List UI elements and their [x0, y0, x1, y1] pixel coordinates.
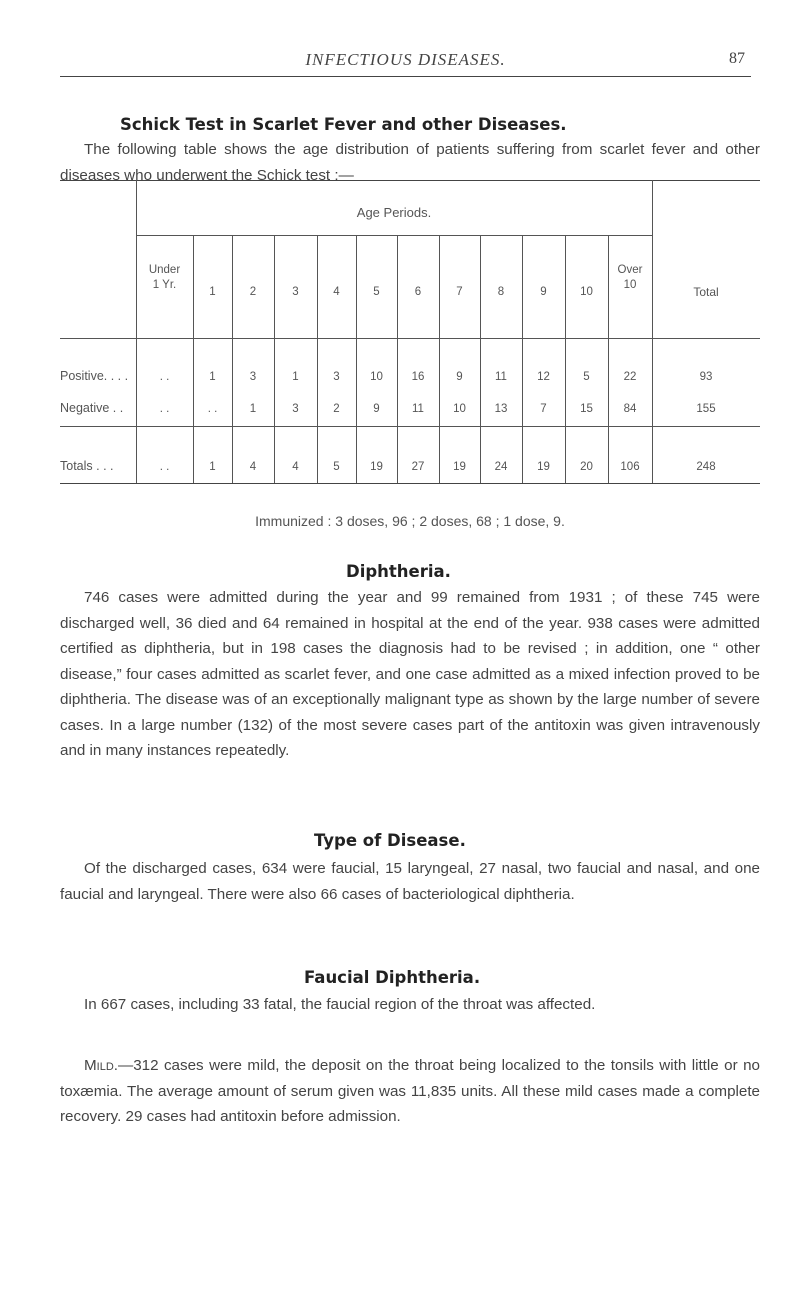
row-total: 155: [696, 403, 716, 415]
table-cell: 1: [209, 371, 216, 383]
table-cell: 1: [249, 403, 257, 415]
column-header: 4: [333, 286, 340, 298]
table-cell: 16: [411, 371, 425, 383]
table-top-rule: [60, 180, 760, 181]
header-bottom-rule: [60, 338, 760, 339]
column-header: 10: [580, 286, 593, 298]
diphtheria-heading: Diphtheria.: [346, 562, 451, 581]
table-cell: 10: [370, 371, 383, 383]
table-cell: 11: [412, 403, 424, 415]
age-periods-header: Age Periods.: [356, 205, 432, 220]
running-header: [60, 50, 751, 77]
table-column-rule: [565, 235, 566, 483]
table-cell: 9: [456, 371, 463, 383]
table-column-rule: [397, 235, 398, 483]
table-cell: . .: [207, 403, 218, 415]
table-bottom-rule: [60, 483, 760, 484]
table-column-rule: [522, 235, 523, 483]
column-header: 8: [497, 286, 505, 298]
table-cell: 19: [537, 461, 550, 473]
table-cell: 20: [580, 461, 593, 473]
table-cell: 3: [249, 371, 257, 383]
row-total: 93: [699, 371, 713, 383]
table-column-rule: [652, 180, 653, 483]
table-cell: 106: [620, 461, 640, 473]
table-cell: 5: [333, 461, 340, 473]
table-column-rule: [317, 235, 318, 483]
table-cell: 84: [623, 403, 637, 415]
column-header: 1: [209, 286, 216, 298]
schick-heading: Schick Test in Scarlet Fever and other Diseases.: [120, 115, 567, 134]
table-column-rule: [356, 235, 357, 483]
table-cell: 3: [333, 371, 340, 383]
mild-text: —312 cases were mild, the deposit on the throat being localized to the tonsils with little or no toxæmia. The average amount of serum given was 11,835 units. All these mild cases made a complete recovery. 29 cases had antitoxin before admission.: [60, 1057, 760, 1125]
row-label: Negative . .: [60, 401, 124, 415]
row-label: Positive. . . .: [60, 369, 129, 383]
immunized-note: Immunized : 3 doses, 96 ; 2 doses, 68 ; 1 dose, 9.: [255, 513, 565, 529]
table-cell: 11: [495, 371, 507, 383]
table-cell: . .: [159, 371, 170, 383]
table-column-rule: [274, 235, 275, 483]
column-header: 10: [623, 279, 637, 291]
column-header: 5: [373, 286, 380, 298]
row-label: Totals . . .: [60, 459, 114, 473]
column-header: 1 Yr.: [152, 279, 177, 291]
faucial-heading: Faucial Diphtheria.: [304, 968, 481, 987]
table-cell: 3: [292, 403, 299, 415]
table-cell: 2: [333, 403, 340, 415]
table-cell: 19: [453, 461, 466, 473]
totals-top-rule: [60, 426, 760, 427]
table-cell: 9: [373, 403, 380, 415]
column-header: 9: [540, 286, 547, 298]
mild-paragraph: [60, 1053, 760, 1130]
type-of-disease-heading: Type of Disease.: [314, 831, 466, 850]
type-of-disease-paragraph: Of the discharged cases, 634 were faucial, 15 laryngeal, 27 nasal, two faucial and nasal, and one faucial and laryngeal. There were also 66 cases of bacteriological diphtheria.: [60, 860, 760, 903]
column-header: 3: [292, 286, 299, 298]
page-number: 87: [729, 50, 745, 67]
table-cell: 22: [623, 371, 637, 383]
column-header-line1: Under: [148, 264, 181, 276]
table-column-rule: [439, 235, 440, 483]
table-column-rule: [480, 235, 481, 483]
table-cell: 19: [370, 461, 383, 473]
mild-label: Mild.: [84, 1057, 118, 1074]
table-cell: 4: [249, 461, 257, 473]
column-header: 2: [249, 286, 257, 298]
age-periods-rule: [136, 235, 652, 236]
table-cell: 13: [494, 403, 508, 415]
table-cell: 15: [580, 403, 593, 415]
table-column-rule: [193, 235, 194, 483]
row-total: 248: [696, 461, 716, 473]
column-header: 7: [456, 286, 463, 298]
column-header-line1: Over: [617, 264, 643, 276]
faucial-paragraph: In 667 cases, including 33 fatal, the faucial region of the throat was affected.: [84, 996, 596, 1013]
table-cell: 12: [537, 371, 550, 383]
table-cell: . .: [159, 461, 170, 473]
table-cell: 5: [583, 371, 590, 383]
table-cell: . .: [159, 403, 170, 415]
table-column-rule: [136, 180, 137, 483]
diphtheria-paragraph: 746 cases were admitted during the year and 99 remained from 1931 ; of these 745 were discharged well, 36 died and 64 remained in hospital at the end of the year. 938 cases were admitted certified as diphtheria, but in 198 cases the diagnosis had to be revised ; in addition, one “ other disease,” four cases admitted as scarlet fever, and one case admitted as a mixed infection proved to be diphtheria. The disease was of an exceptionally malignant type as shown by the large number of severe cases. In a large number (132) of the most severe cases part of the antitoxin was given intravenously and in many instances repeatedly.: [60, 589, 760, 759]
schick-intro: The following table shows the age distribution of patients suffering from scarlet fever and other diseases who underwent the Schick test :—: [60, 141, 760, 184]
running-title: INFECTIOUS DISEASES.: [305, 50, 506, 69]
table-cell: 7: [540, 403, 547, 415]
total-header: Total: [693, 285, 719, 299]
column-header: 6: [414, 286, 422, 298]
table-cell: 4: [292, 461, 299, 473]
table-cell: 24: [494, 461, 508, 473]
table-column-rule: [232, 235, 233, 483]
table-cell: 27: [411, 461, 425, 473]
table-cell: 1: [209, 461, 216, 473]
table-cell: 1: [292, 371, 299, 383]
table-cell: 10: [453, 403, 466, 415]
